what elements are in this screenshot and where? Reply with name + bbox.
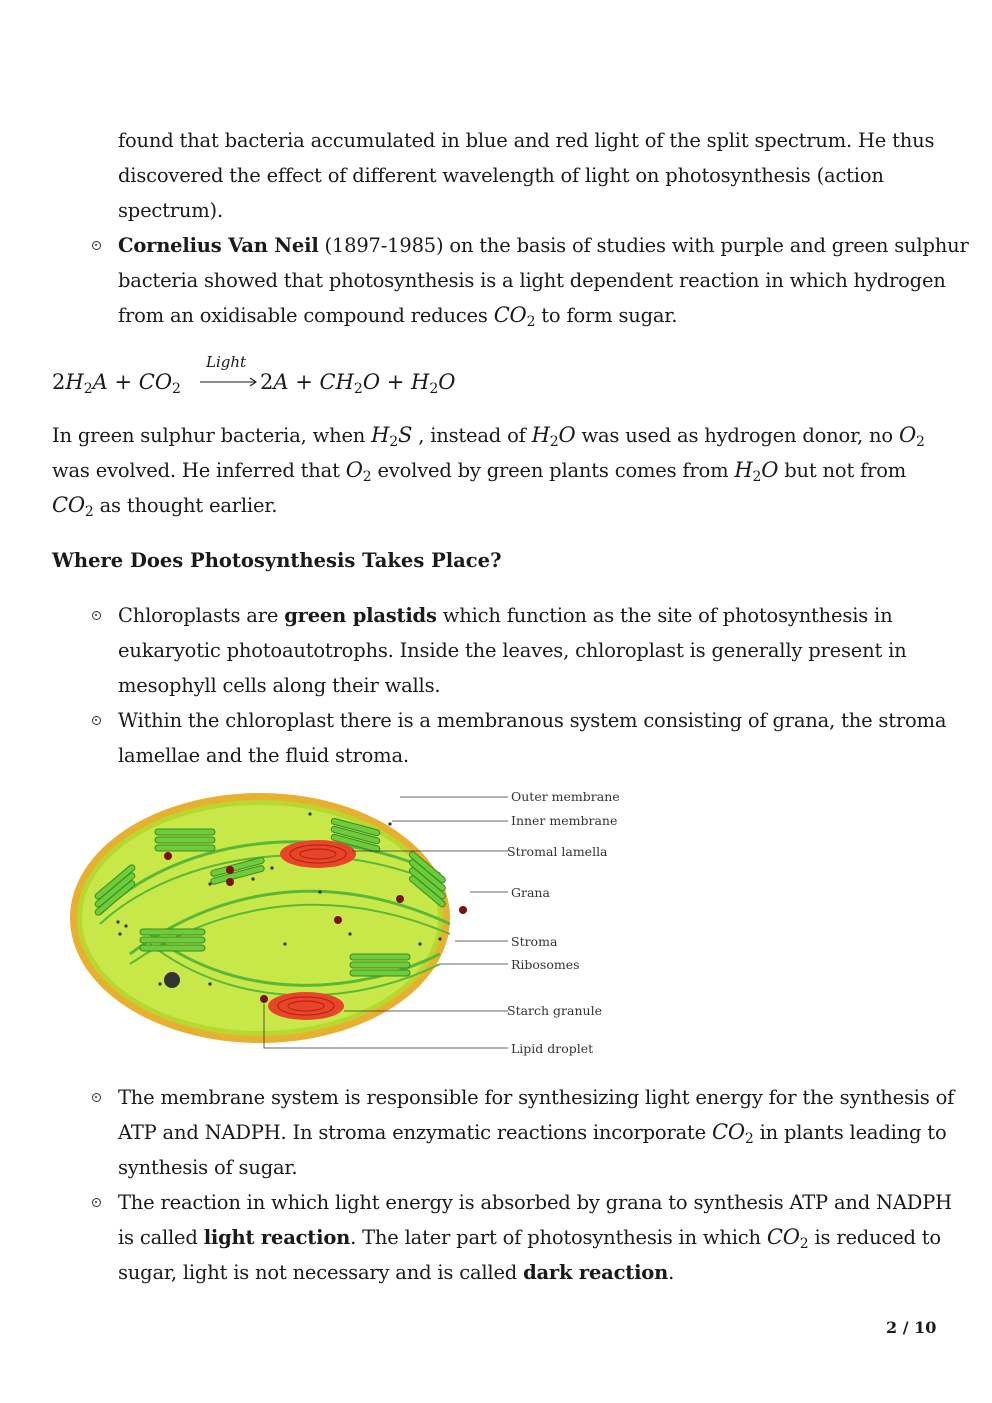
text: (1897-1985) on the basis of studies with purple and green sulphur <box>318 234 969 257</box>
label-starch-granule: Starch granule <box>507 1003 602 1018</box>
paragraph-line: synthesis of sugar. <box>118 1156 298 1179</box>
text: which function as the site of photosynthesis in <box>436 604 893 627</box>
label-inner-membrane: Inner membrane <box>511 813 618 828</box>
text: , instead of <box>412 424 532 447</box>
chloroplast-diagram <box>60 784 620 1062</box>
text: to form sugar. <box>535 304 678 327</box>
bold-term: light reaction <box>203 1226 351 1249</box>
bullet-icon <box>92 611 101 620</box>
arrow-label: Light <box>206 353 247 371</box>
starch-granule <box>268 992 344 1020</box>
label-lipid-droplet: Lipid droplet <box>511 1041 594 1056</box>
starch-granule <box>280 840 356 868</box>
text: in plants leading to <box>753 1121 947 1144</box>
math-co2: $CO_2$ <box>712 1120 754 1147</box>
text: was evolved. He inferred that <box>52 459 346 482</box>
bullet-icon <box>92 241 101 250</box>
label-grana: Grana <box>511 885 550 900</box>
text: but not from <box>778 459 907 482</box>
text: Chloroplasts are <box>118 604 285 627</box>
math-h2o: $H_2O$ <box>531 423 576 450</box>
stroma-shape <box>82 805 438 1031</box>
math-co2: $CO_2$ <box>766 1225 809 1252</box>
paragraph-line: discovered the effect of different wavelength of light on photosynthesis (action <box>118 164 884 187</box>
text: evolved by green plants comes from <box>371 459 735 482</box>
text: as thought earlier. <box>93 494 278 517</box>
paragraph-line: eukaryotic photoautotrophs. Inside the leaves, chloroplast is generally present in <box>118 639 907 662</box>
math-h2o: $H_2O$ <box>734 458 779 485</box>
equation <box>52 352 492 402</box>
paragraph-line <box>52 488 277 530</box>
list-item: The reaction in which light energy is absorbed by grana to synthesis ATP and NADPH <box>118 1191 952 1214</box>
math-h2s: $H_2S$ <box>371 423 413 450</box>
text: . The later part of photosynthesis in which <box>350 1226 767 1249</box>
math-o2: $O_2$ <box>345 458 372 485</box>
page-number: 2 / 10 <box>886 1318 937 1337</box>
list-item <box>118 228 969 263</box>
paragraph-line: bacteria showed that photosynthesis is a light dependent reaction in which hydrogen <box>118 269 946 292</box>
paragraph-line: mesophyll cells along their walls. <box>118 674 441 697</box>
bold-name: Cornelius Van Neil <box>118 234 319 257</box>
text: In green sulphur bacteria, when <box>52 424 372 447</box>
paragraph-line <box>118 1255 674 1290</box>
math-co2: $CO_2$ <box>493 303 536 330</box>
bold-term: green plastids <box>284 604 437 627</box>
paragraph-line: lamellae and the fluid stroma. <box>118 744 409 767</box>
text: ATP and NADPH. In stroma enzymatic reactions incorporate <box>118 1121 712 1144</box>
bullet-icon <box>92 1093 101 1102</box>
label-stroma: Stroma <box>511 934 558 949</box>
paragraph-line: found that bacteria accumulated in blue and red light of the split spectrum. He thus <box>118 129 935 152</box>
dna-cluster <box>164 972 180 988</box>
text: from an oxidisable compound reduces <box>118 304 494 327</box>
equation-left: 2H2A + CO2 <box>52 370 181 397</box>
paragraph-line <box>118 298 677 340</box>
list-item: Within the chloroplast there is a membranous system consisting of grana, the stroma <box>118 709 947 732</box>
equation-graphic <box>52 352 492 402</box>
chloroplast-illustration <box>60 784 620 1062</box>
text: sugar, light is not necessary and is called <box>118 1261 524 1284</box>
list-item: The membrane system is responsible for synthesizing light energy for the synthesis of <box>118 1086 955 1109</box>
text: . <box>668 1261 675 1284</box>
paragraph-line: spectrum). <box>118 199 223 222</box>
section-heading: Where Does Photosynthesis Takes Place? <box>52 549 502 572</box>
text: was used as hydrogen donor, no <box>575 424 899 447</box>
text: is reduced to <box>808 1226 941 1249</box>
label-ribosomes: Ribosomes <box>511 957 580 972</box>
list-item <box>118 598 892 633</box>
equation-right: 2A + CH2O + H2O <box>260 370 456 397</box>
math-co2: $CO_2$ <box>52 493 94 520</box>
bold-term: dark reaction <box>523 1261 669 1284</box>
label-outer-membrane: Outer membrane <box>511 789 620 804</box>
math-o2: $O_2$ <box>898 423 925 450</box>
text: is called <box>118 1226 204 1249</box>
bullet-icon <box>92 716 101 725</box>
label-stromal-lamella: Stromal lamella <box>507 844 608 859</box>
bullet-icon <box>92 1198 101 1207</box>
